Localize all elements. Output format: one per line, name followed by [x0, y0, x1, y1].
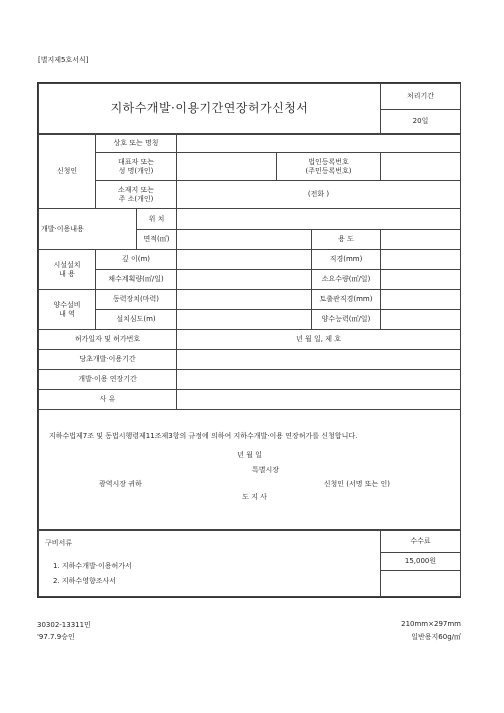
- statement-date: 년 월 일: [237, 451, 262, 459]
- extension-period-field[interactable]: [177, 370, 461, 390]
- original-period-label: 당초개발·이용기간: [39, 350, 177, 370]
- location-field[interactable]: [177, 209, 461, 230]
- discharge-diameter-label: 토출관직경(mm): [312, 290, 381, 310]
- permit-date-field[interactable]: 년 월 일, 제 호: [177, 330, 461, 350]
- required-document-item-2: 2. 지하수영향조사서: [53, 577, 116, 585]
- area-label: 면적(㎡): [137, 230, 177, 250]
- processing-period-value: 20일: [381, 110, 461, 134]
- footer-paper-size: 210mm×297mm: [401, 620, 461, 628]
- applicant-section-label: 신청인: [39, 135, 96, 209]
- trade-name-field[interactable]: [177, 135, 461, 153]
- statement-governor: 도 지 사: [242, 493, 267, 501]
- trade-name-label: 상호 또는 명칭: [96, 135, 177, 153]
- capacity-label: 양수능력(㎥/일): [312, 310, 381, 330]
- diameter-field[interactable]: [381, 250, 461, 270]
- facility-section-label: [39, 250, 96, 290]
- statement-city: 특별시장: [251, 466, 280, 474]
- application-form: [37, 82, 461, 598]
- processing-period-label: 처리기간: [381, 84, 461, 110]
- footer-paper-type: 일반용지60g/㎡: [411, 633, 461, 641]
- footer-form-code: 30302-13311민: [37, 621, 91, 629]
- install-depth-label: 설치심도(m): [96, 310, 177, 330]
- original-period-field[interactable]: [177, 350, 461, 370]
- corp-reg-label: [277, 153, 381, 181]
- corp-reg-field[interactable]: [381, 153, 461, 181]
- install-depth-field[interactable]: [177, 310, 312, 330]
- location-label: 위 치: [137, 209, 177, 230]
- address-field[interactable]: [177, 181, 461, 209]
- address-label-line2: 주 소(개인): [118, 194, 154, 203]
- required-document-item-1: 1. 지하수개발·이용허가서: [53, 562, 132, 570]
- fee-value: 15,000원: [381, 553, 461, 571]
- form-title: 지하수개발·이용기간연장허가신청서: [39, 84, 381, 134]
- representative-field[interactable]: [177, 153, 277, 181]
- fee-blank: [381, 571, 461, 597]
- discharge-diameter-field[interactable]: [381, 290, 461, 310]
- representative-label-line2: 성 명(개인): [118, 166, 154, 175]
- form-footer-section: [38, 530, 461, 597]
- area-field[interactable]: [177, 230, 312, 250]
- depth-field[interactable]: [177, 250, 312, 270]
- required-amount-field[interactable]: [381, 270, 461, 290]
- address-label-line1: 소재지 또는: [117, 185, 155, 194]
- statement-body: 지하수법제7조 및 동법시행령제11조제3항의 규정에 의하여 지하수개발·이용 연장허가를 신청합니다.: [49, 432, 358, 440]
- address-label: [96, 181, 177, 209]
- phone-label: (전화 ): [307, 190, 330, 198]
- purpose-field[interactable]: [381, 230, 461, 250]
- statement-metro: 광역시장 귀하: [99, 480, 142, 488]
- corp-reg-label-line1: 법인등록번호: [308, 157, 349, 166]
- representative-label-line1: 대표자 또는: [117, 157, 155, 166]
- permit-label: 허가일자 및 허가번호: [39, 330, 177, 350]
- required-amount-label: 소요수량(㎥/일): [312, 270, 381, 290]
- reason-field[interactable]: [177, 390, 461, 410]
- corp-reg-label-line2: (주민등록번호): [305, 166, 352, 175]
- form-number-label: [별지제5호서식]: [38, 56, 89, 64]
- footer-approval-date: '97.7.9승인: [37, 633, 75, 641]
- dev-use-section-label: 개발·이용내용: [39, 209, 137, 250]
- planned-intake-label: 채수계획량(㎥/일): [96, 270, 177, 290]
- diameter-label: 직경(mm): [312, 250, 381, 270]
- applicant-signature[interactable]: 신청인 (서명 또는 인): [323, 480, 390, 488]
- planned-intake-field[interactable]: [177, 270, 312, 290]
- pump-section-line1: 양수설비: [53, 300, 81, 309]
- fee-label: 수수료: [381, 531, 461, 553]
- facility-section-line2: 내 용: [59, 269, 75, 278]
- required-documents-label: 구비서류: [45, 539, 73, 547]
- pump-section-label: [39, 290, 96, 330]
- form-body: [38, 134, 461, 530]
- application-statement: [39, 410, 461, 530]
- pump-section-line2: 내 역: [59, 309, 75, 318]
- required-documents: [39, 531, 381, 597]
- depth-label: 깊 이(m): [96, 250, 177, 270]
- purpose-label: 용 도: [312, 230, 381, 250]
- form-header: [38, 83, 461, 134]
- capacity-field[interactable]: [381, 310, 461, 330]
- representative-label: [96, 153, 177, 181]
- power-label: 동력장치(마력): [96, 290, 177, 310]
- facility-section-line1: 시설설치: [53, 260, 81, 269]
- power-field[interactable]: [177, 290, 312, 310]
- extension-period-label: 개발·이용 연장기간: [39, 370, 177, 390]
- reason-label: 사 유: [39, 390, 177, 410]
